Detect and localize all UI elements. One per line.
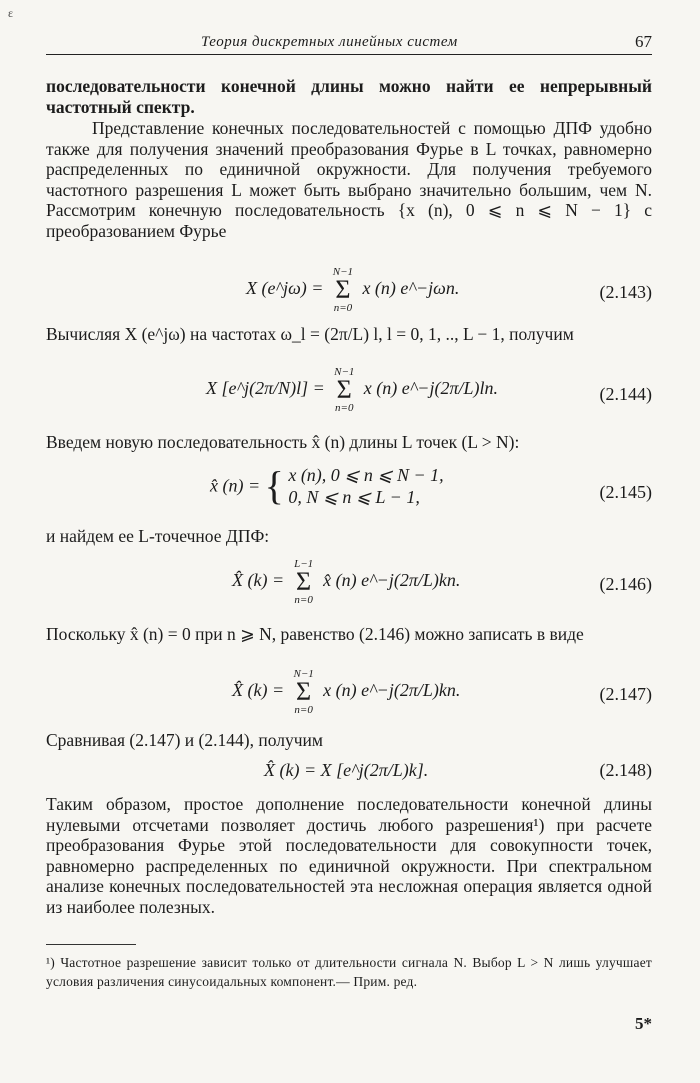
paragraph-2: Представление конечных последовательностей с помощью ДПФ удобно также для получения значений преобразования Фурье в L точках, равномерно распределенных по единичной окружности. Для получения требуемого частотного разрешения L может быть выбрано значительно большим, чем N. Рассмотрим конечную последовательность {x (n), 0 ⩽ n ⩽ N − 1} с преобразованием Фурье: [46, 118, 652, 241]
paragraph-4: Введем новую последовательность x̂ (n) длины L точек (L > N):: [46, 432, 520, 452]
eq145-case2: 0, N ⩽ n ⩽ L − 1,: [288, 487, 420, 507]
equation-number: (2.147): [599, 684, 652, 704]
eq147-rhs: x (n) e^−j(2π/L)kn.: [323, 680, 461, 701]
equation-number: (2.145): [599, 482, 652, 502]
eq145-case1: x (n), 0 ⩽ n ⩽ N − 1,: [288, 465, 444, 485]
equation-2-143: [46, 266, 652, 326]
equation-number: (2.146): [599, 574, 652, 594]
page-number: 67: [635, 32, 652, 51]
paragraph-6: Поскольку x̂ (n) = 0 при n ⩾ N, равенство (2.146) можно записать в виде: [46, 624, 584, 644]
sum-symbol: L−1 Σ n=0: [294, 558, 314, 606]
sheet-signature: 5*: [635, 1014, 652, 1033]
paragraph-5: и найдем ее L-точечное ДПФ:: [46, 526, 270, 546]
eq148-lhs: X̂ (k) = X [e^j(2π/L)k].: [264, 760, 429, 780]
paragraph-1: последовательности конечной длины можно найти ее непрерывный частотный спектр.: [46, 76, 652, 117]
running-header: [46, 32, 652, 55]
eq146-rhs: x̂ (n) e^−j(2π/L)kn.: [323, 570, 461, 591]
eq143-lhs: X (e^jω) =: [246, 278, 324, 299]
eq145-lhs: x̂ (n) =: [210, 475, 261, 496]
sum-symbol: N−1 Σ n=0: [334, 366, 355, 414]
footnote: ¹) Частотное разрешение зависит только от длительности сигнала N. Выбор L > N лишь улучшает условия различения синусоидальных компонент.— Прим. ред.: [46, 955, 652, 989]
footnote-rule: [46, 944, 136, 945]
corner-mark: ε: [8, 6, 14, 20]
eq143-rhs: x (n) e^−jωn.: [362, 278, 460, 299]
paragraph-8: Таким образом, простое дополнение последовательности конечной длины нулевыми отсчетами позволяет достичь любого разрешения¹) при расчете преобразования Фурье этой последовательности для совокупности точек, равномерно распределенных по единичной окружности. При спектральном анализе конечных последовательностей эта несложная операция является одной из наиболее полезных.: [46, 794, 652, 917]
eq146-lhs: X̂ (k) =: [232, 570, 285, 591]
equation-2-144: [46, 366, 652, 426]
equation-number: (2.143): [599, 282, 652, 302]
equation-2-148: [46, 760, 652, 784]
running-title: Теория дискретных линейных систем: [201, 34, 458, 50]
paragraph-3: Вычисляя X (e^jω) на частотах ω_l = (2π/L) l, l = 0, 1, .., L − 1, получим: [46, 324, 574, 344]
equation-2-145: [46, 464, 652, 524]
sum-symbol: N−1 Σ n=0: [332, 266, 354, 314]
equation-2-147: [46, 668, 652, 728]
equation-2-146: [46, 558, 652, 618]
equation-number: (2.148): [599, 760, 652, 780]
eq144-lhs: X [e^j(2π/N)l] =: [206, 378, 325, 399]
sum-symbol: N−1 Σ n=0: [293, 668, 314, 716]
equation-number: (2.144): [599, 384, 652, 404]
eq147-lhs: X̂ (k) =: [232, 680, 285, 701]
eq144-rhs: x (n) e^−j(2π/L)ln.: [363, 378, 498, 399]
paragraph-7: Сравнивая (2.147) и (2.144), получим: [46, 730, 323, 750]
brace: {: [264, 463, 284, 508]
